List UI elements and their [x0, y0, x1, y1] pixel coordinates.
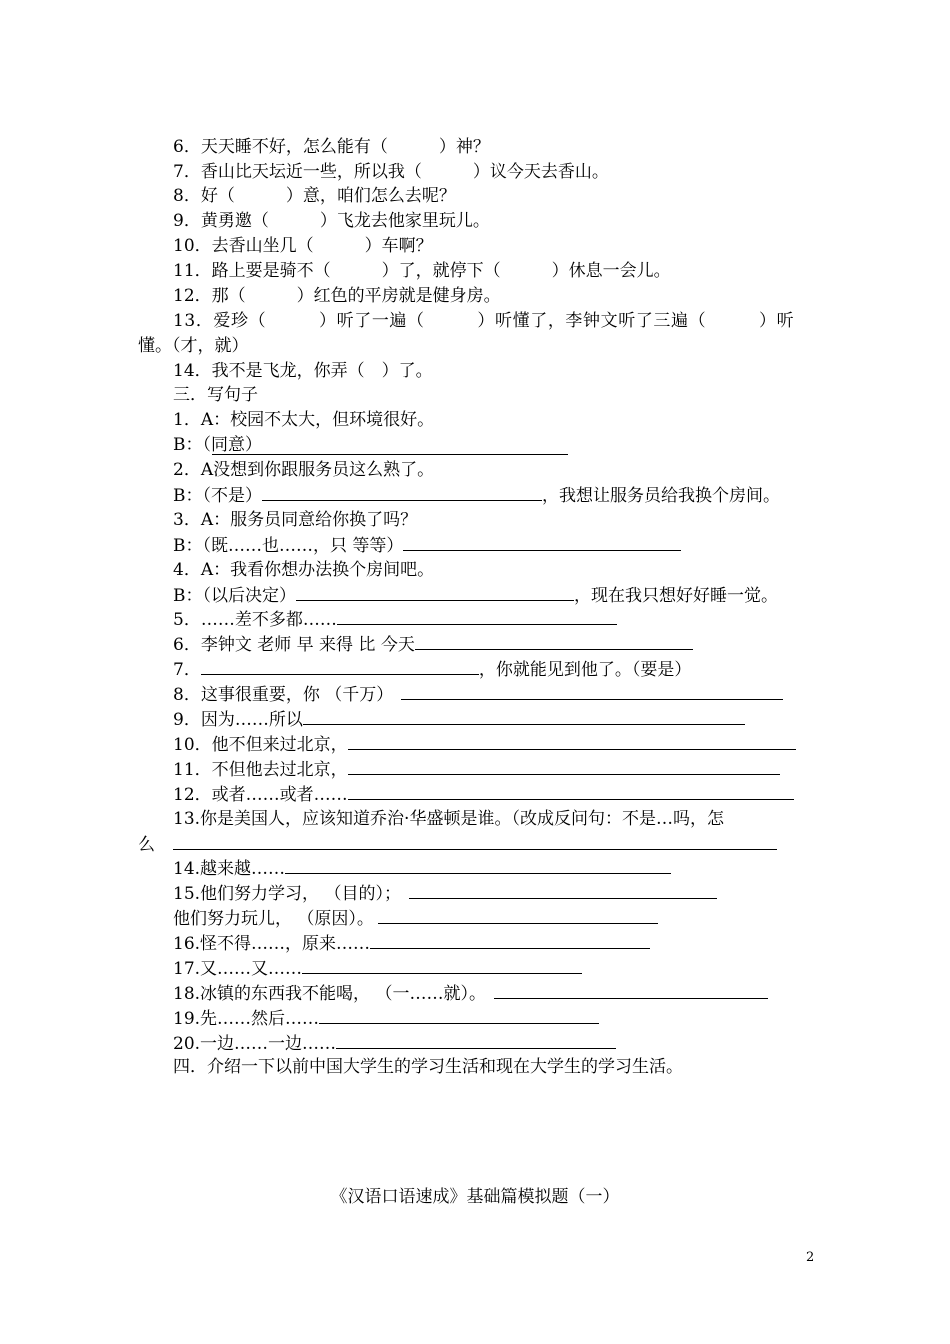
answer-line[interactable] [296, 584, 574, 601]
s3-q3-a: 3．A：服务员同意给你换了吗？ [173, 510, 418, 530]
s3-q13-continued-label: 么 [138, 835, 155, 855]
s3-q5 [173, 608, 617, 631]
answer-line[interactable] [302, 957, 582, 974]
s3-q7 [173, 658, 691, 681]
s3-q12-prompt: 12．或者……或者…… [173, 785, 348, 805]
s3-q16-prompt: 16.怪不得……，原来…… [173, 934, 371, 954]
answer-line[interactable] [378, 907, 658, 924]
s3-q12 [173, 783, 794, 806]
answer-line[interactable] [348, 758, 780, 775]
s3-q8-prompt: 8．这事很重要，你 （千万） [173, 685, 394, 705]
s3-q18 [173, 982, 768, 1005]
s3-q6-prompt: 6．李钟文 老师 早 来得 比 今天 [173, 635, 415, 655]
s3-q4-b [173, 584, 778, 607]
s3-q14-prompt: 14.越来越…… [173, 859, 286, 879]
s3-q5-prompt: 5．……差不多都…… [173, 610, 337, 630]
answer-line[interactable] [409, 882, 717, 899]
s3-q20 [173, 1032, 616, 1055]
question-10: 10．去香山坐几（ ）车啊？ [173, 236, 433, 256]
question-13-continued: 懂。（才，就） [138, 336, 249, 356]
question-14: 14．我不是飞龙，你弄（ ）了。 [173, 361, 433, 381]
s3-q20-prompt: 20.一边……一边…… [173, 1034, 337, 1054]
answer-line[interactable] [348, 783, 794, 800]
s3-q11 [173, 758, 780, 781]
s3-q9 [173, 708, 745, 731]
s3-q10-prompt: 10．他不但来过北京， [173, 735, 348, 755]
s3-q13-continued [138, 833, 777, 856]
answer-line[interactable] [403, 534, 681, 551]
s3-q1-a: 1．A：校园不太大，但环境很好。 [173, 410, 435, 430]
question-12: 12．那（ ）红色的平房就是健身房。 [173, 286, 501, 306]
s3-q17-prompt: 17.又……又…… [173, 959, 303, 979]
question-7: 7．香山比天坛近一些，所以我（ ）议今天去香山。 [173, 162, 609, 182]
s3-q9-prompt: 9．因为……所以 [173, 710, 303, 730]
s3-q19-prompt: 19.先……然后…… [173, 1009, 320, 1029]
answer-line[interactable] [337, 608, 617, 625]
section-4-heading: 四．介绍一下以前中国大学生的学习生活和现在大学生的学习生活。 [173, 1057, 683, 1077]
question-9: 9．黄勇邀（ ）飞龙去他家里玩儿。 [173, 211, 490, 231]
answer-line[interactable] [262, 484, 542, 501]
s3-q1-b-label: B：（同意） [173, 435, 262, 455]
s3-q7-suffix: ，你就能见到他了。（要是） [478, 660, 692, 680]
s3-q2-b [173, 484, 780, 507]
document-title: 《汉语口语速成》基础篇模拟题（一） [330, 1187, 620, 1207]
s3-q2-a: 2．A没想到你跟服务员这么熟了。 [173, 460, 435, 480]
s3-q18-prompt: 18.冰镇的东西我不能喝， （一……就）。 [173, 984, 486, 1004]
s3-q4-b-suffix: ，现在我只想好好睡一觉。 [574, 586, 778, 606]
answer-line[interactable] [201, 658, 479, 675]
s3-q15-b [173, 907, 658, 930]
question-13: 13．爱珍（ ）听了一遍（ ）听懂了，李钟文听了三遍（ ）听 [173, 311, 795, 331]
s3-q3-b-label: B：（既……也……，只 等等） [173, 536, 404, 556]
s3-q16 [173, 932, 650, 955]
s3-q7-prefix: 7． [173, 660, 201, 680]
s3-q2-b-suffix: ，我想让服务员给我换个房间。 [542, 486, 780, 506]
answer-line[interactable] [173, 833, 777, 850]
s3-q2-b-prefix: B：（不是） [173, 486, 262, 506]
s3-q4-a: 4．A：我看你想办法换个房间吧。 [173, 560, 435, 580]
page-number: 2 [806, 1250, 815, 1265]
answer-line[interactable] [336, 1032, 616, 1049]
s3-q8 [173, 683, 783, 706]
s3-q10 [173, 733, 796, 756]
s3-q4-b-prefix: B：（以后决定） [173, 586, 296, 606]
answer-line[interactable] [401, 683, 783, 700]
question-11: 11．路上要是骑不（ ）了，就停下（ ）休息一会儿。 [173, 261, 671, 281]
question-6: 6．天天睡不好，怎么能有（ ）神？ [173, 137, 490, 157]
s3-q14 [173, 857, 671, 880]
answer-line[interactable] [348, 733, 796, 750]
answer-line[interactable] [285, 857, 671, 874]
s3-q3-b [173, 534, 681, 557]
s3-q19 [173, 1007, 599, 1030]
question-8: 8．好（ ）意，咱们怎么去呢？ [173, 186, 456, 206]
answer-line[interactable] [494, 982, 768, 999]
s3-q17 [173, 957, 582, 980]
s3-q13: 13.你是美国人，应该知道乔治·华盛顿是谁。（改成反问句：不是…吗，怎 [173, 809, 724, 829]
section-3-heading: 三．写句子 [173, 385, 258, 405]
answer-line[interactable] [212, 438, 568, 455]
answer-line[interactable] [319, 1007, 599, 1024]
answer-line[interactable] [370, 932, 650, 949]
s3-q11-prompt: 11．不但他去过北京， [173, 760, 348, 780]
answer-line[interactable] [303, 708, 745, 725]
s3-q15-b-prompt: 他们努力玩儿， （原因）。 [173, 909, 374, 929]
answer-line[interactable] [415, 633, 693, 650]
s3-q15 [173, 882, 717, 905]
s3-q15-prompt: 15.他们努力学习， （目的）； [173, 884, 401, 904]
s3-q6 [173, 633, 693, 656]
